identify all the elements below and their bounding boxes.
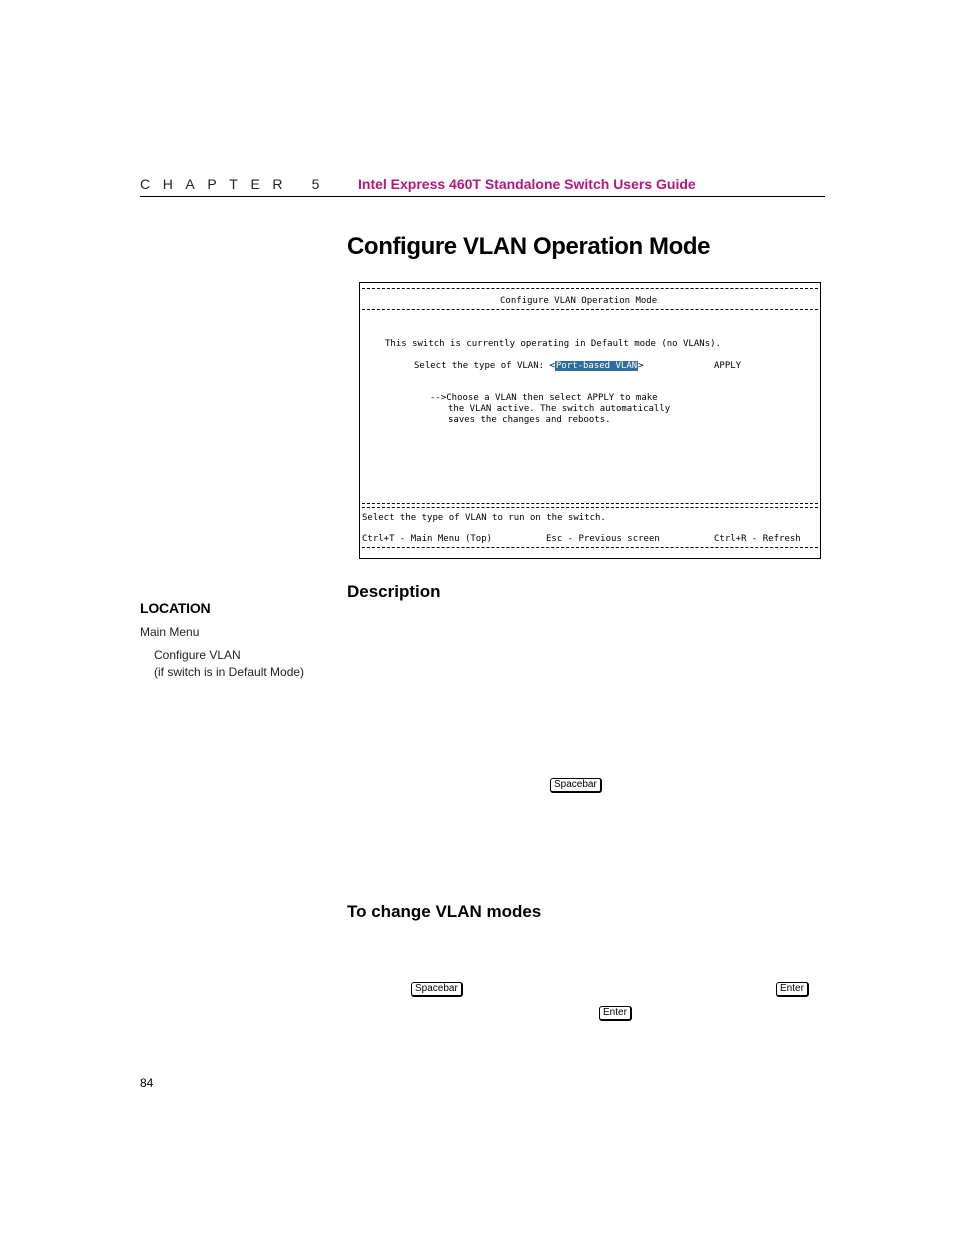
location-heading: LOCATION (140, 600, 211, 616)
chapter-label: CHAPTER 5 (140, 176, 332, 192)
spacebar-key: Spacebar (411, 982, 463, 997)
vlan-type-selector[interactable] (414, 361, 644, 371)
apply-button[interactable]: APPLY (714, 361, 742, 371)
terminal-bottom-rule (362, 503, 818, 508)
vlan-select-suffix: > (638, 361, 644, 371)
terminal-footer-rule (362, 547, 818, 548)
vlan-select-prefix: Select the type of VLAN: < (414, 361, 555, 371)
previous-screen-shortcut[interactable]: Esc - Previous screen (546, 534, 660, 544)
terminal-status-line: This switch is currently operating in Default mode (no VLANs). (385, 339, 721, 349)
main-menu-shortcut[interactable]: Ctrl+T - Main Menu (Top) (362, 534, 493, 544)
location-note: (if switch is in Default Mode) (154, 665, 305, 679)
enter-key: Enter (776, 982, 809, 997)
refresh-shortcut[interactable]: Ctrl+R - Refresh (714, 534, 801, 544)
terminal-hint-line: saves the changes and reboots. (448, 415, 611, 425)
terminal-help-text: Select the type of VLAN to run on the switch. (362, 513, 606, 523)
vlan-select-value[interactable]: Port-based VLAN (555, 361, 638, 371)
terminal-screenshot (359, 282, 821, 559)
enter-key: Enter (599, 1006, 632, 1021)
terminal-screen-title: Configure VLAN Operation Mode (500, 296, 658, 306)
terminal-hint-line: -->Choose a VLAN then select APPLY to make (430, 393, 658, 403)
change-vlan-modes-heading: To change VLAN modes (347, 902, 542, 921)
spacebar-key: Spacebar (550, 778, 602, 793)
terminal-title-rule (362, 309, 818, 310)
location-main-menu: Main Menu (140, 625, 200, 639)
terminal-hint-line: the VLAN active. The switch automatically (448, 404, 671, 414)
page-number: 84 (140, 1076, 154, 1090)
page-title: Configure VLAN Operation Mode (347, 233, 711, 260)
terminal-top-rule (362, 288, 818, 289)
description-heading: Description (347, 582, 441, 601)
header-rule (140, 196, 825, 197)
guide-title: Intel Express 460T Standalone Switch Users Guide (358, 176, 696, 192)
location-configure-vlan: Configure VLAN (154, 648, 241, 662)
